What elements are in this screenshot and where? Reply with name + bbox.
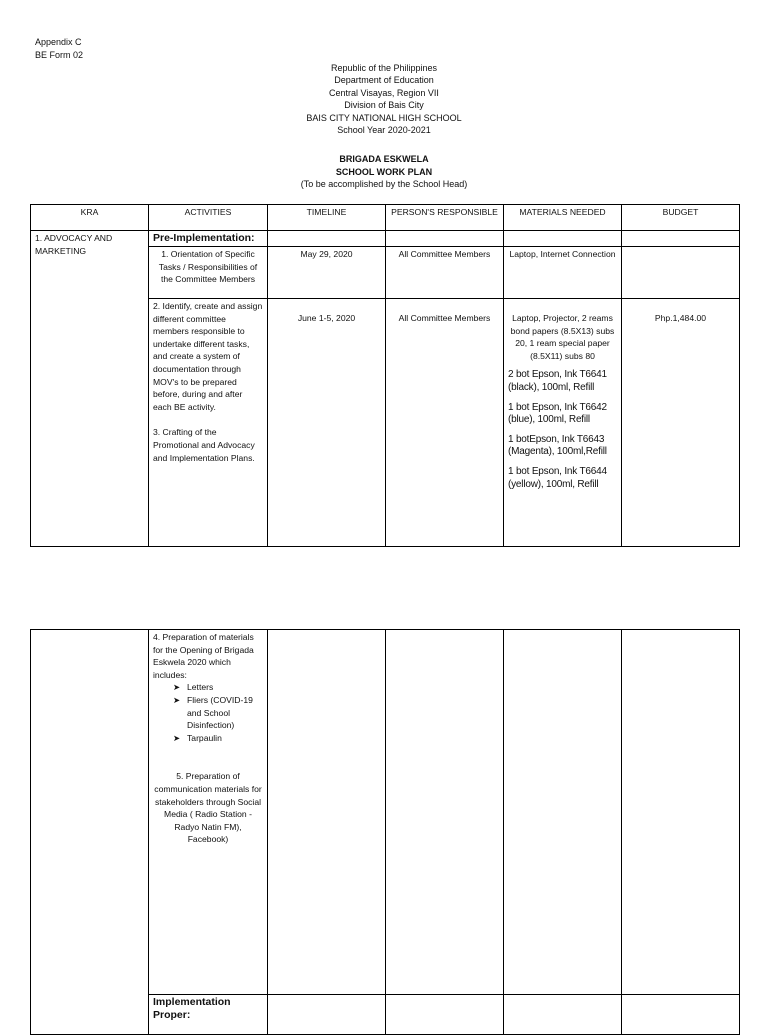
kra-cell: 1. ADVOCACY AND MARKETING bbox=[31, 231, 149, 547]
table-row bbox=[31, 630, 740, 995]
col-header-activities: ACTIVITIES bbox=[149, 205, 268, 231]
activity-2: 2. Identify, create and assign different committee members responsible to undertake different tasks, and create a system of documentation through MOV's to be prepared before, during and after each BE activity. bbox=[153, 301, 263, 412]
bullet-text: Tarpaulin bbox=[187, 732, 222, 743]
timeline-cell: May 29, 2020 bbox=[268, 247, 386, 299]
list-item bbox=[173, 681, 263, 694]
col-header-persons: PERSON'S RESPONSIBLE bbox=[386, 205, 504, 231]
col-header-kra: KRA bbox=[31, 205, 149, 231]
materials-cell bbox=[504, 299, 622, 547]
bullet-text: Letters bbox=[187, 682, 214, 693]
ink-item: 2 bot Epson, Ink T6641 (black), 100ml, Refill bbox=[508, 369, 607, 393]
phase-label: Pre-Implementation: bbox=[149, 231, 268, 247]
table-header-row bbox=[31, 205, 740, 231]
appendix-label bbox=[35, 36, 83, 62]
header-school-year: School Year 2020-2021 bbox=[337, 125, 431, 136]
header-region: Central Visayas, Region VII bbox=[329, 87, 439, 98]
materials-cell: Laptop, Internet Connection bbox=[504, 247, 622, 299]
form-number: BE Form 02 bbox=[35, 50, 84, 60]
title-sub: SCHOOL WORK PLAN bbox=[335, 166, 433, 177]
work-plan-table bbox=[30, 204, 740, 547]
materials-bullet-list bbox=[153, 681, 263, 744]
ink-item: 1 botEpson, Ink T6643 (Magenta), 100ml,Refill bbox=[508, 433, 607, 458]
header-school: BAIS CITY NATIONAL HIGH SCHOOL bbox=[306, 112, 462, 123]
table-row bbox=[31, 231, 740, 247]
header-division: Division of Bais City bbox=[344, 100, 424, 111]
persons-cell: All Committee Members bbox=[386, 299, 504, 547]
budget-cell bbox=[622, 247, 740, 299]
activity-cell: 1. Orientation of Specific Tasks / Responsibilities of the Committee Members bbox=[149, 247, 268, 299]
header-country: Republic of the Philippines bbox=[330, 63, 438, 73]
kra-cell bbox=[31, 630, 149, 1035]
arrow-bullet-icon: ➤ bbox=[173, 682, 181, 693]
document-title bbox=[0, 153, 768, 191]
work-plan-table-continued bbox=[30, 629, 740, 1035]
list-item bbox=[173, 694, 263, 732]
appendix-line: Appendix C bbox=[35, 37, 82, 47]
list-item bbox=[173, 732, 263, 745]
persons-cell: All Committee Members bbox=[386, 247, 504, 299]
ink-item: 1 bot Epson, Ink T6644 (yellow), 100ml, Refill bbox=[508, 465, 607, 490]
ink-item: 1 bot Epson, Ink T6642 (blue), 100ml, Refill bbox=[508, 401, 607, 426]
arrow-bullet-icon: ➤ bbox=[173, 694, 181, 705]
activity-5: 5. Preparation of communication materials for stakeholders through Social Media ( Radio Station -Radyo Natin FM), Facebook) bbox=[154, 771, 262, 845]
materials-list: Laptop, Projector, 2 reams bond papers (8.5X13) subs 20, 1 ream special paper (8.5X11) subs 80 bbox=[510, 313, 615, 361]
budget-cell: Php.1,484.00 bbox=[622, 299, 740, 547]
bullet-text: Fliers (COVID-19 and School Disinfection) bbox=[187, 694, 253, 731]
title-main: BRIGADA ESKWELA bbox=[339, 154, 429, 164]
document-header bbox=[0, 62, 768, 136]
phase-label: Implementation Proper: bbox=[149, 995, 268, 1035]
activity-4: 4. Preparation of materials for the Opening of Brigada Eskwela 2020 which includes: bbox=[153, 632, 254, 680]
activity-cell bbox=[149, 630, 268, 995]
col-header-timeline: TIMELINE bbox=[268, 205, 386, 231]
title-note: (To be accomplished by the School Head) bbox=[300, 179, 468, 190]
col-header-materials: MATERIALS NEEDED bbox=[504, 205, 622, 231]
activity-3: 3. Crafting of the Promotional and Advocacy and Implementation Plans. bbox=[153, 427, 255, 463]
arrow-bullet-icon: ➤ bbox=[173, 732, 181, 743]
header-department: Department of Education bbox=[334, 75, 434, 86]
timeline-cell: June 1-5, 2020 bbox=[268, 299, 386, 547]
col-header-budget: BUDGET bbox=[622, 205, 740, 231]
activity-cell bbox=[149, 299, 268, 547]
